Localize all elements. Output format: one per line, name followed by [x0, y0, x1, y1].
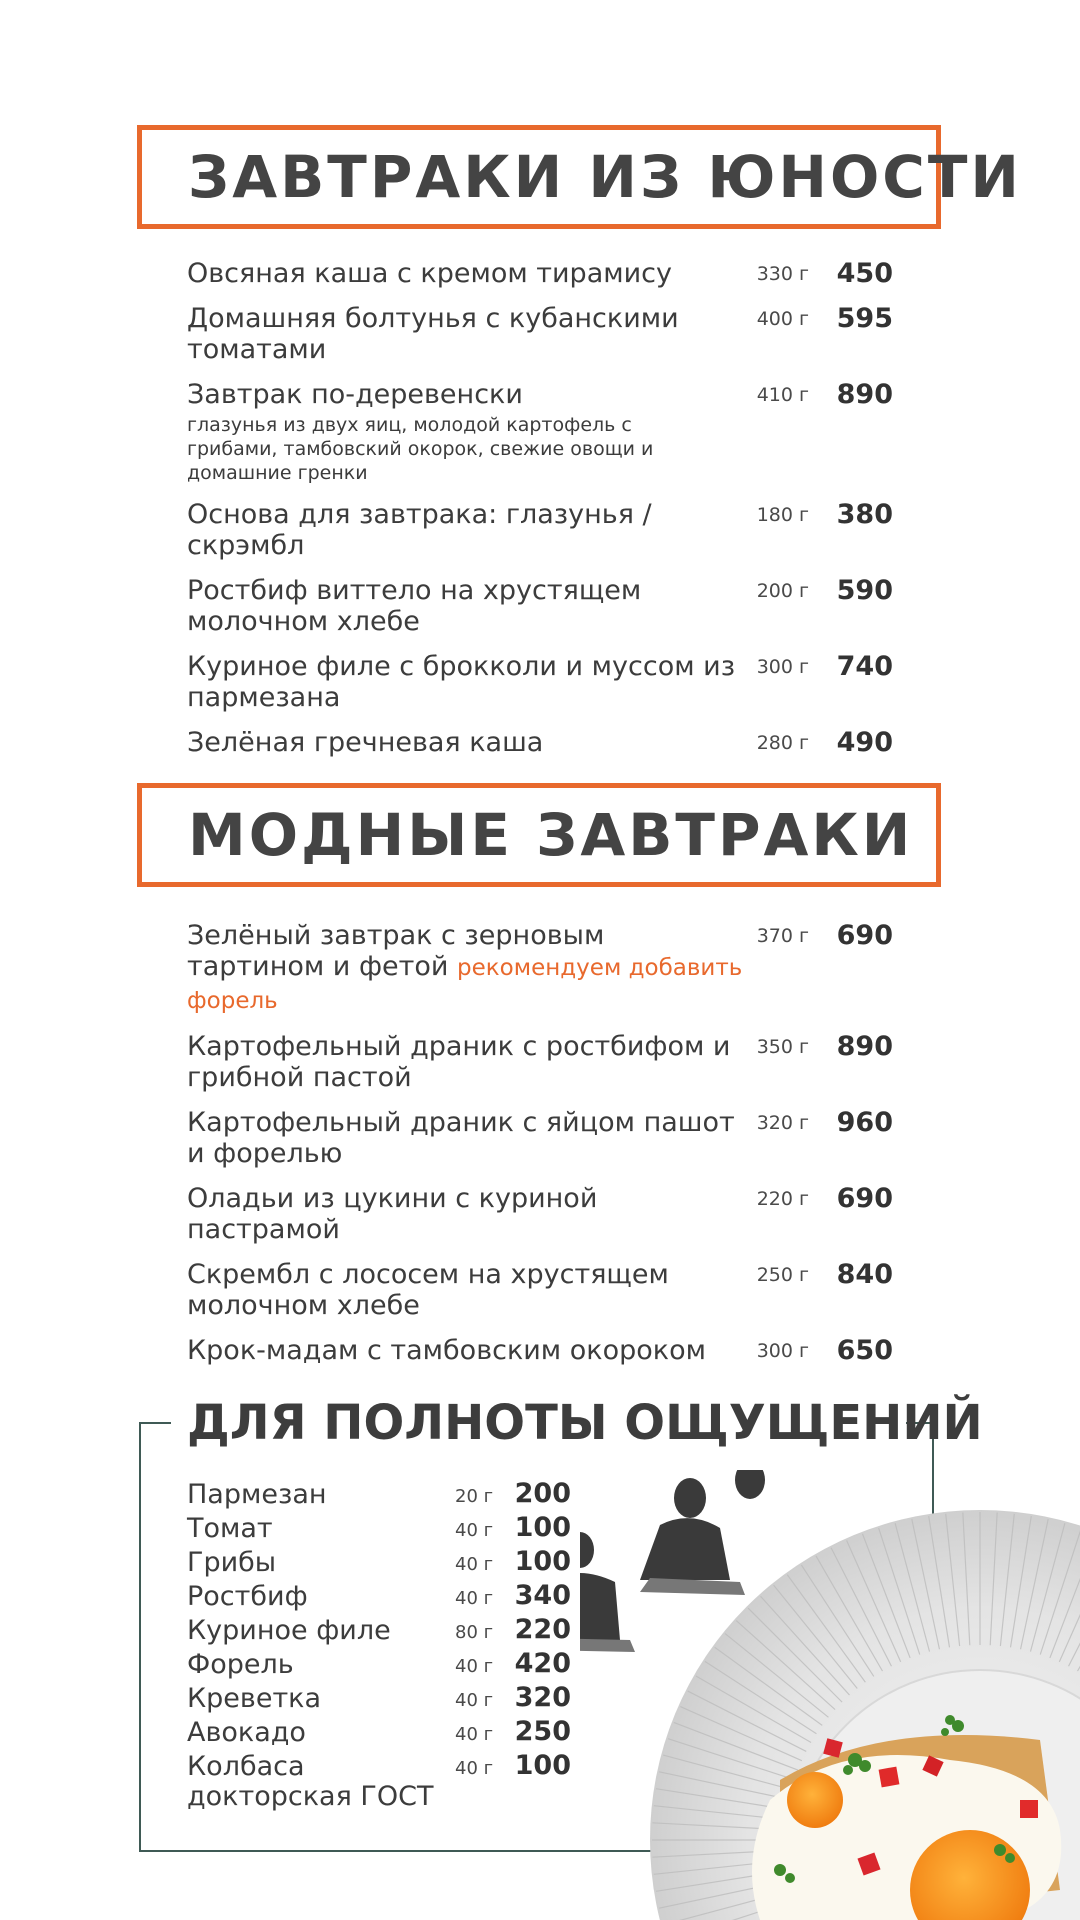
section-header-trendy-breakfasts: [137, 783, 941, 887]
menu-item: [187, 1183, 893, 1245]
addon-price: 250: [514, 1716, 571, 1747]
section-header-youth-breakfasts: [137, 125, 1022, 229]
menu-item: [187, 258, 893, 289]
item-price: 595: [836, 303, 893, 334]
breakfast-illustration: [580, 1470, 1080, 1920]
addon-item: [187, 1718, 587, 1752]
menu-item: [187, 727, 893, 758]
item-title: Домашняя болтунья с кубанскими томатами: [187, 303, 679, 365]
addon-price: 100: [514, 1512, 571, 1543]
addon-item: [187, 1514, 587, 1548]
addon-name: Колбаса докторская ГОСТ: [187, 1751, 434, 1812]
addon-price: 220: [514, 1614, 571, 1645]
item-price: 650: [836, 1335, 893, 1366]
item-name: [187, 575, 747, 637]
addon-name: Креветка: [187, 1683, 322, 1714]
frame-line: [139, 1422, 141, 1852]
addon-name: Пармезан: [187, 1479, 327, 1510]
item-price: 840: [836, 1259, 893, 1290]
item-title: Оладьи из цукини с куриной пастрамой: [187, 1183, 598, 1245]
section-title: МОДНЫЕ ЗАВТРАКИ: [188, 801, 914, 869]
addon-price: 200: [514, 1478, 571, 1509]
item-weight: 300 г: [756, 1340, 809, 1362]
addons-list: [187, 1480, 587, 1812]
item-price: 590: [836, 575, 893, 606]
addon-item: [187, 1548, 587, 1582]
addon-weight: 40 г: [455, 1588, 494, 1609]
addon-price: 420: [514, 1648, 571, 1679]
item-name: [187, 379, 747, 410]
item-title: Зелёная гречневая каша: [187, 727, 544, 758]
addons-title: ДЛЯ ПОЛНОТЫ ОЩУЩЕНИЙ: [187, 1395, 983, 1451]
item-weight: 320 г: [756, 1112, 809, 1134]
addon-name: Форель: [187, 1649, 294, 1680]
addon-weight: 40 г: [455, 1554, 494, 1575]
item-title: Основа для завтрака: глазунья / скрэмбл: [187, 499, 652, 561]
item-title: Овсяная каша с кремом тирамису: [187, 258, 672, 289]
addon-weight: 80 г: [455, 1622, 494, 1643]
people-figures: [580, 1470, 765, 1640]
item-price: 890: [836, 379, 893, 410]
addon-price: 320: [514, 1682, 571, 1713]
item-name: [187, 258, 747, 289]
menu-item: [187, 651, 893, 713]
item-weight: 370 г: [756, 925, 809, 947]
frame-line: [139, 1422, 171, 1424]
menu-item: [187, 303, 893, 365]
item-weight: 280 г: [756, 732, 809, 754]
item-name: [187, 1259, 747, 1321]
item-name: [187, 651, 747, 713]
item-price: 890: [836, 1031, 893, 1062]
addon-item: [187, 1616, 587, 1650]
item-name: [187, 1031, 747, 1093]
addon-name: Авокадо: [187, 1717, 306, 1748]
addon-name: Томат: [187, 1513, 273, 1544]
item-title: Зелёный завтрак с зерновым тартином и фетой: [187, 920, 605, 982]
menu-item: [187, 1335, 893, 1366]
addon-item: [187, 1684, 587, 1718]
menu-item: [187, 379, 893, 485]
addon-weight: 20 г: [455, 1486, 494, 1507]
addon-weight: 40 г: [455, 1656, 494, 1677]
egg-yolk: [787, 1772, 843, 1828]
addon-name: Куриное филе: [187, 1615, 391, 1646]
item-price: 690: [836, 1183, 893, 1214]
item-name: [187, 499, 747, 561]
addon-price: 100: [514, 1546, 571, 1577]
addon-weight: 40 г: [455, 1758, 494, 1779]
item-title: Скрембл с лососем на хрустящем молочном хлебе: [187, 1259, 669, 1321]
menu-item: [187, 499, 893, 561]
item-price: 960: [836, 1107, 893, 1138]
item-name: [187, 1183, 747, 1245]
item-price: 740: [836, 651, 893, 682]
item-weight: 300 г: [756, 656, 809, 678]
menu-item: [187, 920, 893, 1017]
addon-name: Ростбиф: [187, 1581, 308, 1612]
item-title: Картофельный драник с ростбифом и грибной пастой: [187, 1031, 731, 1093]
addon-item: [187, 1480, 587, 1514]
item-title: Ростбиф виттело на хрустящем молочном хлебе: [187, 575, 642, 637]
item-description: глазунья из двух яиц, молодой картофель с грибами, тамбовский окорок, свежие овощи и домашние гренки: [187, 414, 654, 484]
addon-price: 100: [514, 1750, 571, 1781]
addon-weight: 40 г: [455, 1724, 494, 1745]
item-weight: 350 г: [756, 1036, 809, 1058]
item-title: Куриное филе с брокколи и муссом из пармезана: [187, 651, 736, 713]
addon-name: Грибы: [187, 1547, 277, 1578]
item-weight: 330 г: [756, 263, 809, 285]
item-name: [187, 1107, 747, 1169]
item-weight: 250 г: [756, 1264, 809, 1286]
youth-breakfasts-list: [187, 258, 893, 772]
item-name: [187, 920, 747, 1017]
item-weight: 410 г: [756, 384, 809, 406]
trendy-breakfasts-list: [187, 920, 893, 1380]
addon-weight: 40 г: [455, 1690, 494, 1711]
menu-item: [187, 1259, 893, 1321]
addon-weight: 40 г: [455, 1520, 494, 1541]
item-weight: 180 г: [756, 504, 809, 526]
menu-item: [187, 575, 893, 637]
addon-item: [187, 1752, 587, 1812]
menu-item: [187, 1107, 893, 1169]
plate-illustration: [580, 1470, 1080, 1920]
item-weight: 400 г: [756, 308, 809, 330]
addon-price: 340: [514, 1580, 571, 1611]
item-weight: 200 г: [756, 580, 809, 602]
item-title: Крок-мадам с тамбовским окороком: [187, 1335, 706, 1366]
item-title: Картофельный драник с яйцом пашот и форелью: [187, 1107, 735, 1169]
item-title: Завтрак по-деревенски: [187, 379, 523, 410]
item-price: 380: [836, 499, 893, 530]
addon-item: [187, 1582, 587, 1616]
item-name: [187, 303, 747, 365]
menu-item: [187, 1031, 893, 1093]
item-price: 490: [836, 727, 893, 758]
item-weight: 220 г: [756, 1188, 809, 1210]
item-price: 690: [836, 920, 893, 951]
item-name: [187, 727, 747, 758]
addon-item: [187, 1650, 587, 1684]
item-price: 450: [836, 258, 893, 289]
section-title: ЗАВТРАКИ ИЗ ЮНОСТИ: [188, 143, 1022, 211]
item-recommendation: рекомендуем добавить форель: [187, 955, 743, 1014]
item-name: [187, 1335, 747, 1366]
